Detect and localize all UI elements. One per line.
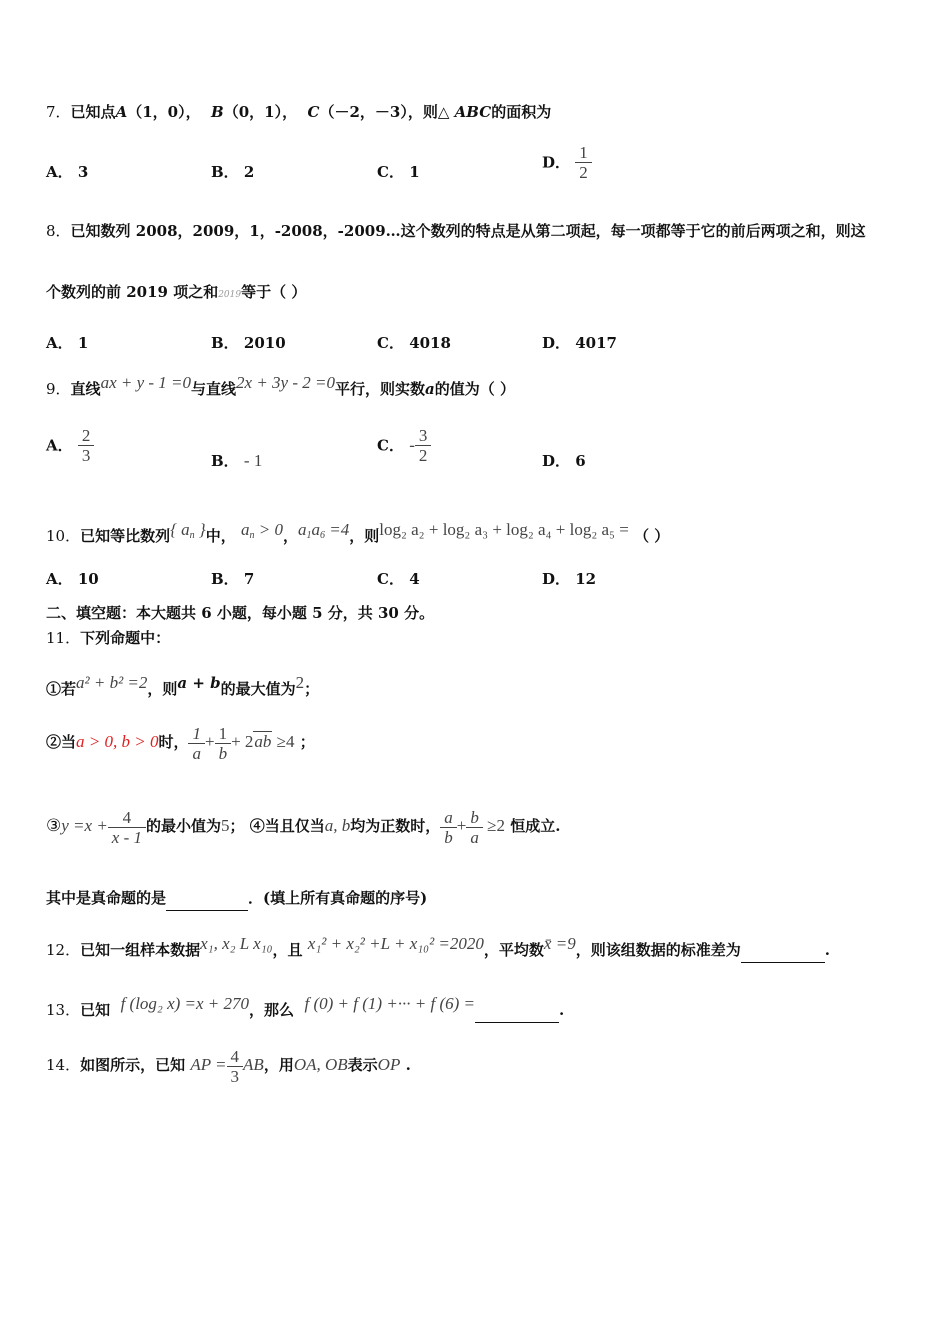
question-9: 9．直线ax + y - 1 =0与直线2x + 3y - 2 =0平行，则实数a的值为（ ） <box>46 373 515 398</box>
question-11-answer: 其中是真命题的是 ．(填上所有真命题的序号) <box>46 888 916 911</box>
q10-option-d: D． 12 <box>542 570 597 588</box>
q10-option-c: C． 4 <box>377 570 420 588</box>
q8-option-c: C． 4018 <box>377 334 451 352</box>
q10-option-b: B． 7 <box>211 570 255 588</box>
question-14: 14．如图所示，已知 AP = $\frac{4}{3}$ AB，用OA, OB表示OP . <box>46 1046 411 1086</box>
fraction: $\frac{1}{2}$ <box>577 143 590 182</box>
condition-product: $a_1a_6 =4$ <box>297 520 350 541</box>
proposition-2: ②当a > 0, b > 0时， $\frac{1}{a}$ + $\frac{1}{b}$ + 2ab ≥4 ； <box>46 723 315 763</box>
equation-1: ax + y - 1 =0 <box>100 373 192 392</box>
q7-option-d: D． $\frac{1}{2}$ <box>542 143 592 182</box>
proposition-3-4: ③y =x + $\frac{4}{x - 1}$ 的最小值为5； ④当且仅当a, b均为正数时， $\frac{a}{b}$ + $\frac{b}{a}$ ≥2 恒成立. <box>46 807 561 847</box>
question-10: 10．已知等比数列{ $a_n$ }中， $a_n > 0$，$a_1a_6 =4$，则log₂ a₂ + log₂ a₃ + log₂ a₄ + log₂ a₅ = （ ） <box>46 520 670 545</box>
q8-option-a: A． 1 <box>46 334 89 352</box>
log-expression: log₂ a₂ + log₂ a₃ + log₂ a₄ + log₂ a₅ = <box>379 520 629 539</box>
equation-2: 2x + 3y - 2 =0 <box>236 373 335 392</box>
proposition-1: ①若a² + b² =2，则a + b的最大值为2； <box>46 673 320 698</box>
condition-positive: $a_n > 0$ <box>240 520 283 541</box>
question-13: 13．已知 f (log₂ x) =x + 270，那么 f (0) + f (1) +··· + f (6) = . <box>46 994 916 1023</box>
q7-option-c: C． 1 <box>377 163 420 181</box>
sum-image: 2019 <box>218 290 242 300</box>
answer-blank[interactable] <box>166 890 248 911</box>
question-12: 12．已知一组样本数据x₁, x₂ L x₁₀，且 x₁² + x₂² +L + x₁₀² =2020，平均数x̄ =9，则该组数据的标准差为 . <box>46 934 916 963</box>
sequence: { $a_n$ } <box>170 520 206 541</box>
q8-option-d: D． 4017 <box>542 334 617 352</box>
q9-option-c: C． - $\frac{3}{2}$ <box>377 426 431 465</box>
question-8-line-1: 8．已知数列 2008，2009，1，-2008，-2009…这个数列的特点是从第二项起，每一项都等于它的前后两项之和，则这 <box>46 222 866 240</box>
question-8-line-2: 个数列的前 2019 项之和2019等于（ ） <box>46 283 307 301</box>
q7-option-b: B． 2 <box>211 163 255 181</box>
answer-blank[interactable] <box>475 1002 559 1023</box>
question-11-intro: 11．下列命题中： <box>46 629 171 647</box>
q8-option-b: B． 2010 <box>211 334 286 352</box>
question-7: 7．已知点A（1，0）， B（0，1）， C（－2，－3），则△ ABC的面积为 <box>46 103 552 121</box>
q7-option-a: A． 3 <box>46 163 89 181</box>
q10-option-a: A． 10 <box>46 570 99 588</box>
section-heading: 二、填空题：本大题共 6 小题，每小题 5 分，共 30 分。 <box>46 604 435 622</box>
q9-option-b: B． - 1 <box>211 451 263 470</box>
q9-option-a: A． $\frac{2}{3}$ <box>46 426 94 465</box>
q9-option-d: D． 6 <box>542 452 586 470</box>
question-number: 7． <box>46 103 71 121</box>
answer-blank[interactable] <box>741 942 825 963</box>
